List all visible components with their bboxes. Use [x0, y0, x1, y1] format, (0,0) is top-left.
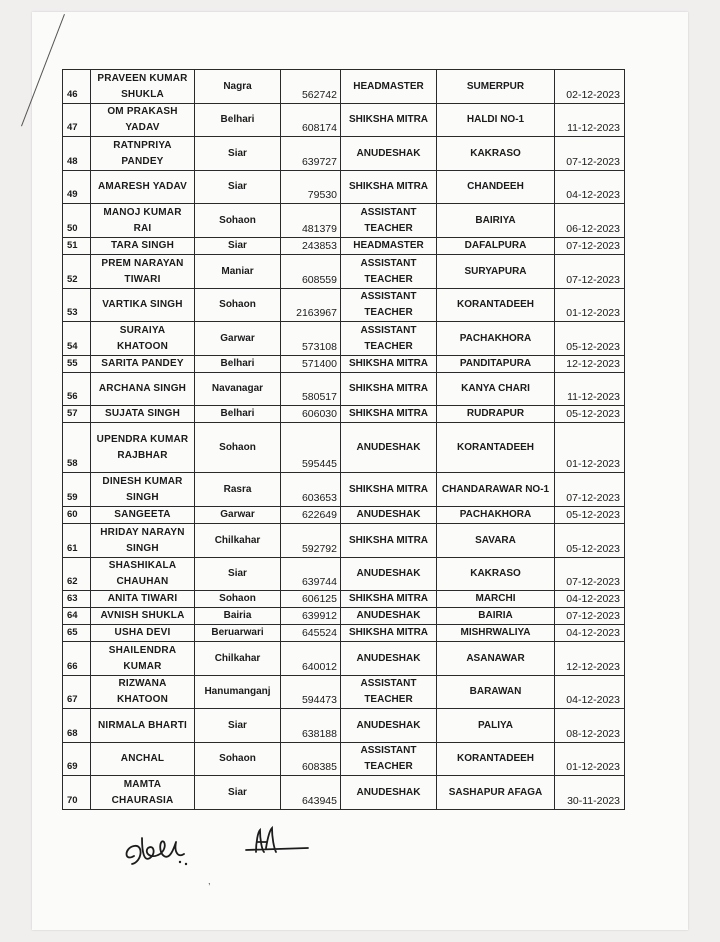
- table-row: [63, 676, 625, 709]
- table-row: [63, 507, 625, 524]
- joining-date: 04-12-2023: [555, 625, 625, 642]
- table-row: [63, 238, 625, 255]
- serial-number: 47: [63, 104, 91, 137]
- table-row: [63, 776, 625, 810]
- table-row: [63, 558, 625, 591]
- table-row: [63, 104, 625, 137]
- block-name: Sohaon: [195, 423, 281, 473]
- school-name: BARAWAN: [437, 676, 555, 709]
- post: ASSISTANT TEACHER: [341, 289, 437, 322]
- table-row: [63, 473, 625, 507]
- serial-number: 59: [63, 473, 91, 507]
- employee-code: 608174: [281, 104, 341, 137]
- employee-name: TARA SINGH: [91, 238, 195, 255]
- serial-number: 60: [63, 507, 91, 524]
- joining-date: 01-12-2023: [555, 743, 625, 776]
- post: HEADMASTER: [341, 70, 437, 104]
- school-name: KANYA CHARI: [437, 373, 555, 406]
- block-name: Sohaon: [195, 204, 281, 238]
- serial-number: 50: [63, 204, 91, 238]
- school-name: HALDI NO-1: [437, 104, 555, 137]
- serial-number: 52: [63, 255, 91, 289]
- school-name: KORANTADEEH: [437, 423, 555, 473]
- post: SHIKSHA MITRA: [341, 373, 437, 406]
- block-name: Siar: [195, 558, 281, 591]
- signature-1: [120, 818, 200, 872]
- employee-code: 640012: [281, 642, 341, 676]
- post: SHIKSHA MITRA: [341, 473, 437, 507]
- table-row: [63, 204, 625, 238]
- serial-number: 48: [63, 137, 91, 171]
- serial-number: 54: [63, 322, 91, 356]
- post: ANUDESHAK: [341, 423, 437, 473]
- table-row: [63, 322, 625, 356]
- post: HEADMASTER: [341, 238, 437, 255]
- table-row: [63, 608, 625, 625]
- serial-number: 55: [63, 356, 91, 373]
- employee-name: SURAIYA KHATOON: [91, 322, 195, 356]
- table-row: [63, 743, 625, 776]
- block-name: Nagra: [195, 70, 281, 104]
- joining-date: 05-12-2023: [555, 524, 625, 558]
- serial-number: 57: [63, 406, 91, 423]
- joining-date: 06-12-2023: [555, 204, 625, 238]
- post: SHIKSHA MITRA: [341, 625, 437, 642]
- employee-code: 622649: [281, 507, 341, 524]
- block-name: Siar: [195, 709, 281, 743]
- employee-name: ANITA TIWARI: [91, 591, 195, 608]
- employee-name: AVNISH SHUKLA: [91, 608, 195, 625]
- employee-name: UPENDRA KUMAR RAJBHAR: [91, 423, 195, 473]
- school-name: KORANTADEEH: [437, 743, 555, 776]
- block-name: Belhari: [195, 356, 281, 373]
- serial-number: 58: [63, 423, 91, 473]
- post: ASSISTANT TEACHER: [341, 204, 437, 238]
- joining-date: 04-12-2023: [555, 676, 625, 709]
- block-name: Bairia: [195, 608, 281, 625]
- joining-date: 11-12-2023: [555, 104, 625, 137]
- table-row: [63, 171, 625, 204]
- joining-date: 05-12-2023: [555, 406, 625, 423]
- joining-date: 08-12-2023: [555, 709, 625, 743]
- serial-number: 46: [63, 70, 91, 104]
- employee-name: VARTIKA SINGH: [91, 289, 195, 322]
- serial-number: 70: [63, 776, 91, 810]
- employee-code: 571400: [281, 356, 341, 373]
- school-name: MISHRWALIYA: [437, 625, 555, 642]
- serial-number: 51: [63, 238, 91, 255]
- post: ANUDESHAK: [341, 642, 437, 676]
- employee-name: OM PRAKASH YADAV: [91, 104, 195, 137]
- post: ASSISTANT TEACHER: [341, 322, 437, 356]
- joining-date: 07-12-2023: [555, 558, 625, 591]
- table-row: [63, 642, 625, 676]
- employee-code: 608385: [281, 743, 341, 776]
- employee-code: 594473: [281, 676, 341, 709]
- employee-code: 562742: [281, 70, 341, 104]
- employee-code: 639727: [281, 137, 341, 171]
- serial-number: 65: [63, 625, 91, 642]
- table-row: [63, 591, 625, 608]
- post: ANUDESHAK: [341, 507, 437, 524]
- signature-2: [238, 822, 318, 862]
- employee-code: 580517: [281, 373, 341, 406]
- block-name: Chilkahar: [195, 642, 281, 676]
- employee-name: SHAILENDRA KUMAR: [91, 642, 195, 676]
- employee-code: 2163967: [281, 289, 341, 322]
- employee-name: PREM NARAYAN TIWARI: [91, 255, 195, 289]
- post: ANUDESHAK: [341, 776, 437, 810]
- school-name: KAKRASO: [437, 137, 555, 171]
- joining-date: 02-12-2023: [555, 70, 625, 104]
- employee-name: SUJATA SINGH: [91, 406, 195, 423]
- employee-name: SARITA PANDEY: [91, 356, 195, 373]
- joining-date: 01-12-2023: [555, 289, 625, 322]
- joining-date: 07-12-2023: [555, 238, 625, 255]
- block-name: Maniar: [195, 255, 281, 289]
- block-name: Beruarwari: [195, 625, 281, 642]
- joining-date: 12-12-2023: [555, 642, 625, 676]
- serial-number: 56: [63, 373, 91, 406]
- joining-date: 05-12-2023: [555, 507, 625, 524]
- block-name: Siar: [195, 776, 281, 810]
- school-name: PALIYA: [437, 709, 555, 743]
- serial-number: 68: [63, 709, 91, 743]
- block-name: Belhari: [195, 406, 281, 423]
- school-name: KORANTADEEH: [437, 289, 555, 322]
- school-name: MARCHI: [437, 591, 555, 608]
- school-name: BAIRIYA: [437, 204, 555, 238]
- serial-number: 69: [63, 743, 91, 776]
- block-name: Chilkahar: [195, 524, 281, 558]
- post: ASSISTANT TEACHER: [341, 743, 437, 776]
- block-name: Belhari: [195, 104, 281, 137]
- block-name: Hanumanganj: [195, 676, 281, 709]
- block-name: Rasra: [195, 473, 281, 507]
- block-name: Siar: [195, 137, 281, 171]
- joining-date: 04-12-2023: [555, 591, 625, 608]
- employee-code: 595445: [281, 423, 341, 473]
- serial-number: 49: [63, 171, 91, 204]
- school-name: SUMERPUR: [437, 70, 555, 104]
- employee-name: RIZWANA KHATOON: [91, 676, 195, 709]
- joining-date: 07-12-2023: [555, 608, 625, 625]
- serial-number: 53: [63, 289, 91, 322]
- post: SHIKSHA MITRA: [341, 171, 437, 204]
- joining-date: 04-12-2023: [555, 171, 625, 204]
- post: ANUDESHAK: [341, 709, 437, 743]
- joining-date: 12-12-2023: [555, 356, 625, 373]
- employee-name: USHA DEVI: [91, 625, 195, 642]
- joining-date: 01-12-2023: [555, 423, 625, 473]
- employee-code: 608559: [281, 255, 341, 289]
- employee-name: NIRMALA BHARTI: [91, 709, 195, 743]
- employee-code: 592792: [281, 524, 341, 558]
- serial-number: 61: [63, 524, 91, 558]
- employee-name: AMARESH YADAV: [91, 171, 195, 204]
- employee-name: MANOJ KUMAR RAI: [91, 204, 195, 238]
- serial-number: 66: [63, 642, 91, 676]
- post: SHIKSHA MITRA: [341, 104, 437, 137]
- block-name: Navanagar: [195, 373, 281, 406]
- block-name: Siar: [195, 238, 281, 255]
- employee-name: SANGEETA: [91, 507, 195, 524]
- employee-name: MAMTA CHAURASIA: [91, 776, 195, 810]
- employee-code: 643945: [281, 776, 341, 810]
- joining-date: 11-12-2023: [555, 373, 625, 406]
- block-name: Sohaon: [195, 289, 281, 322]
- table-row: [63, 406, 625, 423]
- block-name: Sohaon: [195, 743, 281, 776]
- employee-code: 639912: [281, 608, 341, 625]
- school-name: CHANDEEH: [437, 171, 555, 204]
- table-row: [63, 524, 625, 558]
- school-name: RUDRAPUR: [437, 406, 555, 423]
- employee-name: SHASHIKALA CHAUHAN: [91, 558, 195, 591]
- table-row: [63, 356, 625, 373]
- employee-code: 638188: [281, 709, 341, 743]
- school-name: SURYAPURA: [437, 255, 555, 289]
- employee-code: 603653: [281, 473, 341, 507]
- employee-code: 243853: [281, 238, 341, 255]
- table-row: [63, 423, 625, 473]
- joining-date: 05-12-2023: [555, 322, 625, 356]
- employee-name: DINESH KUMAR SINGH: [91, 473, 195, 507]
- post: SHIKSHA MITRA: [341, 591, 437, 608]
- school-name: DAFALPURA: [437, 238, 555, 255]
- joining-date: 07-12-2023: [555, 255, 625, 289]
- table-row: [63, 373, 625, 406]
- staff-transfer-table: [62, 69, 625, 810]
- employee-code: 639744: [281, 558, 341, 591]
- employee-code: 606030: [281, 406, 341, 423]
- table-row: [63, 709, 625, 743]
- post: SHIKSHA MITRA: [341, 406, 437, 423]
- employee-code: 606125: [281, 591, 341, 608]
- post: SHIKSHA MITRA: [341, 524, 437, 558]
- employee-name: PRAVEEN KUMAR SHUKLA: [91, 70, 195, 104]
- employee-name: ANCHAL: [91, 743, 195, 776]
- serial-number: 63: [63, 591, 91, 608]
- serial-number: 67: [63, 676, 91, 709]
- school-name: SAVARA: [437, 524, 555, 558]
- school-name: PANDITAPURA: [437, 356, 555, 373]
- school-name: BAIRIA: [437, 608, 555, 625]
- joining-date: 30-11-2023: [555, 776, 625, 810]
- school-name: SASHAPUR AFAGA: [437, 776, 555, 810]
- post: SHIKSHA MITRA: [341, 356, 437, 373]
- school-name: CHANDARAWAR NO-1: [437, 473, 555, 507]
- post: ASSISTANT TEACHER: [341, 255, 437, 289]
- serial-number: 62: [63, 558, 91, 591]
- joining-date: 07-12-2023: [555, 137, 625, 171]
- block-name: Siar: [195, 171, 281, 204]
- employee-code: 481379: [281, 204, 341, 238]
- employee-code: 645524: [281, 625, 341, 642]
- post: ANUDESHAK: [341, 137, 437, 171]
- serial-number: 64: [63, 608, 91, 625]
- school-name: PACHAKHORA: [437, 507, 555, 524]
- employee-code: 573108: [281, 322, 341, 356]
- school-name: KAKRASO: [437, 558, 555, 591]
- school-name: PACHAKHORA: [437, 322, 555, 356]
- table-row: [63, 255, 625, 289]
- block-name: Sohaon: [195, 591, 281, 608]
- joining-date: 07-12-2023: [555, 473, 625, 507]
- table-row: [63, 137, 625, 171]
- post: ANUDESHAK: [341, 558, 437, 591]
- post: ANUDESHAK: [341, 608, 437, 625]
- employee-name: RATNPRIYA PANDEY: [91, 137, 195, 171]
- school-name: ASANAWAR: [437, 642, 555, 676]
- employee-name: HRIDAY NARAYN SINGH: [91, 524, 195, 558]
- table-row: [63, 70, 625, 104]
- table-row: [63, 625, 625, 642]
- block-name: Garwar: [195, 507, 281, 524]
- table-row: [63, 289, 625, 322]
- block-name: Garwar: [195, 322, 281, 356]
- employee-name: ARCHANA SINGH: [91, 373, 195, 406]
- post: ASSISTANT TEACHER: [341, 676, 437, 709]
- stray-mark: ,: [208, 876, 211, 886]
- employee-code: 79530: [281, 171, 341, 204]
